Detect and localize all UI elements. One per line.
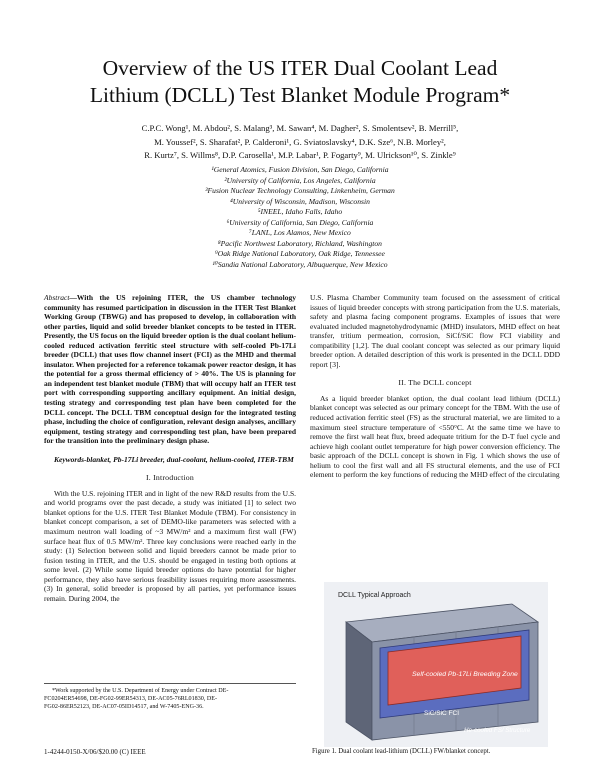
affiliation: ⁸Pacific Northwest Laboratory, Richland, Washington: [218, 238, 382, 248]
section-heading-introduction: I. Introduction: [145, 473, 195, 483]
affiliation: ⁴University of Wisconsin, Madison, Wisconsin: [230, 196, 370, 206]
affiliation: ¹General Atomics, Fusion Division, San Diego, California: [211, 165, 389, 174]
affiliation: ⁹Oak Ridge National Laboratory, Oak Ridge, Tennessee: [215, 249, 385, 258]
title-line-1: Overview of the US ITER Dual Coolant Lead: [102, 56, 498, 80]
affiliation: ⁵INEEL, Idaho Falls, Idaho: [257, 207, 343, 216]
paper-title: [40, 55, 560, 109]
author-list: [40, 122, 560, 163]
footnote-line-3: FG02-86ER52123, DE-AC07-05ID14517, and W-7405-ENG-36.: [44, 704, 204, 711]
figure-caption: Figure 1. Dual coolant lead-lithium (DCLL) FW/blanket concept.: [312, 748, 491, 755]
funding-footnote: [44, 683, 296, 712]
affiliation: ⁷LANL, Los Alamos, New Mexico: [249, 228, 351, 237]
breeder-label: Self-cooled Pb-17Li Breeding Zone: [412, 671, 518, 678]
footnote-line-2: FC0204ER54698, DE-FG02-99ER54313, DE-AC05-76RL01830, DE-: [44, 696, 217, 703]
copyright-line: 1-4244-0150-X/06/$20.00 (C) IEEE: [44, 748, 146, 756]
affiliation: ⁶University of California, San Diego, California: [226, 217, 374, 227]
author-line-2: M. Youssef², S. Sharafat², P. Calderoni¹, G. Sviatoslavsky⁴, D.K. Sze⁶, N.B. Morley²,: [154, 136, 446, 147]
structure-label: He-cooled FS/ Structure: [464, 727, 531, 734]
introduction-paragraph-continued: U.S. Plasma Chamber Community team focused on the assessment of critical issues of liquid breeder concepts with strong participation from the U.S. materials, safety and plasma facing component programs. Examples of issues that were evaluated included magnetohydrodynamic (MHD) insulators, MHD effect on heat transfer, tritium permeation, corrosion, SiCf/SiC flow FCI viability and compatibility [1,2]. The dual coolant concept was selected as our primary liquid breeder option. A detailed description of this work is presented in the DCLL DDD report [3].: [310, 293, 560, 369]
abstract-label: Abstract: [44, 293, 70, 302]
affiliation: ²University of California, Los Angeles, California: [224, 175, 376, 185]
abstract: [44, 293, 296, 446]
affiliation: ¹⁰Sandia National Laboratory, Albuquerque, New Mexico: [212, 259, 388, 269]
figure-title-label: DCLL Typical Approach: [338, 592, 411, 599]
footnote-line-1: *Work supported by the U.S. Department of Energy under Contract DE-: [52, 688, 229, 694]
structure-side-face: [346, 622, 372, 740]
keywords: Keywords-blanket, Pb-17Li breeder, dual-coolant, helium-cooled, ITER-TBM: [54, 454, 294, 464]
left-column: [44, 293, 296, 603]
fci-label: SiC/SiC FCI: [424, 710, 460, 717]
dcll-concept-paragraph: As a liquid breeder blanket option, the dual coolant lead lithium (DCLL) blanket concept was selected as our primary concept for the TBM. With the use of reduced activation ferritic steel (FS) as the structural material, we are limited to a maximum steel structure temperature of <550°C. At the same time we have to remove the first wall heat flux, breed adequate tritium for the D-T fuel cycle and achieve high coolant outlet temperature for high power conversion efficiency. The basic approach of the DCLL concept is shown in Fig. 1 which shows the use of helium to cool the first wall and all FS structural elements, and the use of FCI element to perform the key functions of reducing the MHD effect of the circulating: [310, 393, 560, 480]
right-column: [310, 293, 560, 480]
introduction-paragraph: With the U.S. rejoining ITER and in light of the new R&D results from the U.S. and world programs over the past decade, a study was initiated [1] to select two blanket options for the U.S. ITER Test Blanket Module (TBM). For consistency in blanket concept comparison, a set of DEMO-like parameters was selected with a maximum neutron wall loading of ~3 MW/m² and a maximum first wall (FW) surface heat flux of 0.5 MW/m². Three key conclusions were reached early in the study: (1) Selection between solid and liquid breeders cannot be made prior to fusion testing in ITER, and the U.S. should be engaged in testing both options at some level. (2) While some liquid breeder options do have potential for higher performance, they also have serious feasibility issues requiring more assessments. (3) In general, solid breeder is proposed by all parties, yet performance issues remain. During 2004, the: [44, 488, 296, 603]
affiliation-list: [40, 165, 560, 270]
dcll-figure: [324, 582, 548, 747]
abstract-text: —With the US rejoining ITER, the US chamber technology community has resumed participation in discussion in the ITER Test Blanket Working Group (TBWG) and has proposed to develop, in collaboration with other parties, liquid and solid breeder blanket concepts to be tested in ITER. Presently, the US focus on the liquid breeder option is the dual coolant helium-cooled reduced activation ferritic steel structure with self-cooled Pb-17Li breeder (DCLL) that uses flow channel insert (FCI) as the MHD and thermal insulator. When projected for a reference tokamak power reactor design, it has the potential for a gross thermal efficiency of > 40%. The US is planning for an independent test blanket module (TBM) that will occupy half an ITER test port with corresponding supporting ancillary equipment. An initial design, testing strategy and corresponding test plan have been completed for the DCLL concept. The DCLL TBM conceptual design for the integrated testing phase, including the choice of configuration, relevant design analyses, ancillary equipment, testing strategy and corresponding test plan, have been prepared for the transition into the preliminary design phase.: [44, 293, 296, 446]
author-line-3: R. Kurtz⁷, S. Willms⁸, D.P. Carosella¹, M.P. Labar¹, P. Fogarty⁹, M. Ulrickson¹⁰, S. Zinkle⁹: [144, 150, 456, 160]
affiliation: ³Fusion Nuclear Technology Consulting, Linkenheim, German: [205, 186, 395, 195]
author-line-1: C.P.C. Wong¹, M. Abdou², S. Malang³, M. Sawan⁴, M. Dagher², S. Smolentsev², B. Merrill⁵,: [141, 123, 459, 133]
title-line-2: Lithium (DCLL) Test Blanket Module Program*: [89, 83, 511, 107]
section-heading-dcll-concept: II. The DCLL concept: [398, 378, 472, 388]
